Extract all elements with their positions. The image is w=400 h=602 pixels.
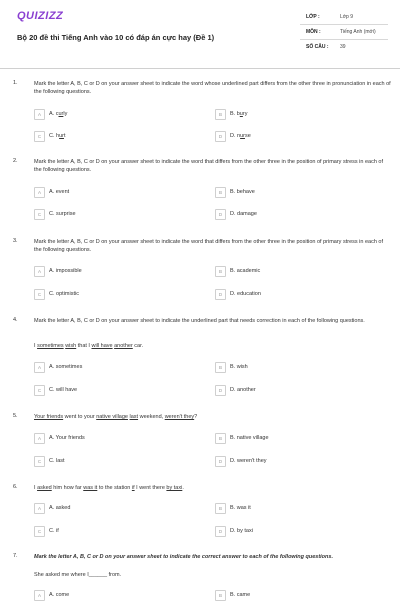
option-letter-box: B <box>215 109 226 120</box>
option-letter-box: D <box>215 456 226 467</box>
option-letter-box: C <box>34 131 45 142</box>
question-instruction: Mark the letter A, B, C or D on your answer sheet to indicate the underlined part that needs correction in each of the following questions. <box>34 318 365 324</box>
option-label: C. last <box>49 458 65 464</box>
question-instruction: Mark the letter A, B, C or D on your answer sheet to indicate the correct answer to each of the following questions. <box>34 554 333 560</box>
option-label: A. impossible <box>49 268 82 274</box>
option-letter-box: B <box>215 433 226 444</box>
option-label: A. event <box>49 189 70 195</box>
option-letter-box: A <box>34 590 45 601</box>
info-value: 39 <box>340 44 346 50</box>
option-letter-box: C <box>34 456 45 467</box>
option-label: D. damage <box>230 211 257 217</box>
info-box <box>300 10 388 58</box>
option-label: A. Your friends <box>49 435 85 441</box>
option-label: B. academic <box>230 268 261 274</box>
option-letter-box: D <box>215 289 226 300</box>
option-letter-box: C <box>34 209 45 220</box>
option-label: C. optimistic <box>49 291 79 297</box>
option-letter-box: B <box>215 590 226 601</box>
option-label: D. education <box>230 291 261 297</box>
option-letter-box: C <box>34 289 45 300</box>
option-letter-box: C <box>34 526 45 537</box>
option-letter-box: A <box>34 266 45 277</box>
info-label: MÔN : <box>306 29 321 35</box>
option-letter-box: A <box>34 187 45 198</box>
option-letter-box: D <box>215 385 226 396</box>
question-number: 4. <box>13 317 18 323</box>
quizizz-logo: QUIZIZZ <box>17 10 64 22</box>
option-label: A. curly <box>49 111 68 117</box>
option-letter-box: D <box>215 209 226 220</box>
option-label: C. hurt <box>49 133 66 139</box>
info-row-subject <box>300 25 388 40</box>
question-sentence: I asked him how far was it to the station if I went there by taxi. <box>34 485 184 491</box>
option-label: D. weren't they <box>230 458 267 464</box>
option-letter-box: B <box>215 187 226 198</box>
option-letter-box: B <box>215 503 226 514</box>
info-value: Lớp 9 <box>340 14 354 20</box>
info-row-class <box>300 10 388 25</box>
option-label: A. sometimes <box>49 364 83 370</box>
question-instruction: Mark the letter A, B, C or D on your answer sheet to indicate the word that differs from the other three in the position of primary stress in each of the following questions. <box>34 239 384 253</box>
question-instruction: Mark the letter A, B, C or D on your answer sheet to indicate the word that differs from the other three in the position of primary stress in each of the following questions. <box>34 159 384 173</box>
option-label: B. wish <box>230 364 248 370</box>
option-letter-box: D <box>215 526 226 537</box>
option-label: D. another <box>230 387 256 393</box>
option-label: D. by taxi <box>230 528 253 534</box>
question-number: 2. <box>13 158 18 164</box>
option-letter-box: A <box>34 109 45 120</box>
option-label: C. will have <box>49 387 78 393</box>
info-row-question-count <box>300 40 388 54</box>
option-label: B. came <box>230 592 251 598</box>
document-title: Bộ 20 đề thi Tiếng Anh vào 10 có đáp án cực hay (Đề 1) <box>17 33 215 42</box>
option-letter-box: D <box>215 131 226 142</box>
option-label: A. asked <box>49 505 71 511</box>
question-instruction: Mark the letter A, B, C or D on your answer sheet to indicate the word whose underlined part differs from the other three in pronunciation in each of the following questions. <box>34 81 391 95</box>
header-divider <box>0 68 400 69</box>
question-number: 1. <box>13 80 18 86</box>
option-letter-box: A <box>34 362 45 373</box>
option-letter-box: A <box>34 433 45 444</box>
question-sentence: She asked me where I______ from. <box>34 572 122 578</box>
info-value: Tiếng Anh (mới) <box>340 29 376 35</box>
info-label: SỐ CÂU : <box>306 44 329 50</box>
question-number: 5. <box>13 413 18 419</box>
option-letter-box: A <box>34 503 45 514</box>
option-letter-box: C <box>34 385 45 396</box>
question-number: 7. <box>13 553 18 559</box>
option-letter-box: B <box>215 362 226 373</box>
option-label: A. come <box>49 592 70 598</box>
option-letter-box: B <box>215 266 226 277</box>
option-label: C. surprise <box>49 211 76 217</box>
option-label: B. was it <box>230 505 251 511</box>
header <box>0 0 400 66</box>
question-sentence: I sometimes wish that I will have another car. <box>34 343 144 349</box>
option-label: B. native village <box>230 435 269 441</box>
question-number: 6. <box>13 484 18 490</box>
question-sentence: Your friends went to your native village last weekend, weren't they? <box>34 414 198 420</box>
info-label: LỚP : <box>306 14 320 20</box>
option-label: C. if <box>49 528 59 534</box>
option-label: D. nurse <box>230 133 251 139</box>
option-label: B. bury <box>230 111 248 117</box>
question-number: 3. <box>13 238 18 244</box>
option-label: B. behave <box>230 189 255 195</box>
